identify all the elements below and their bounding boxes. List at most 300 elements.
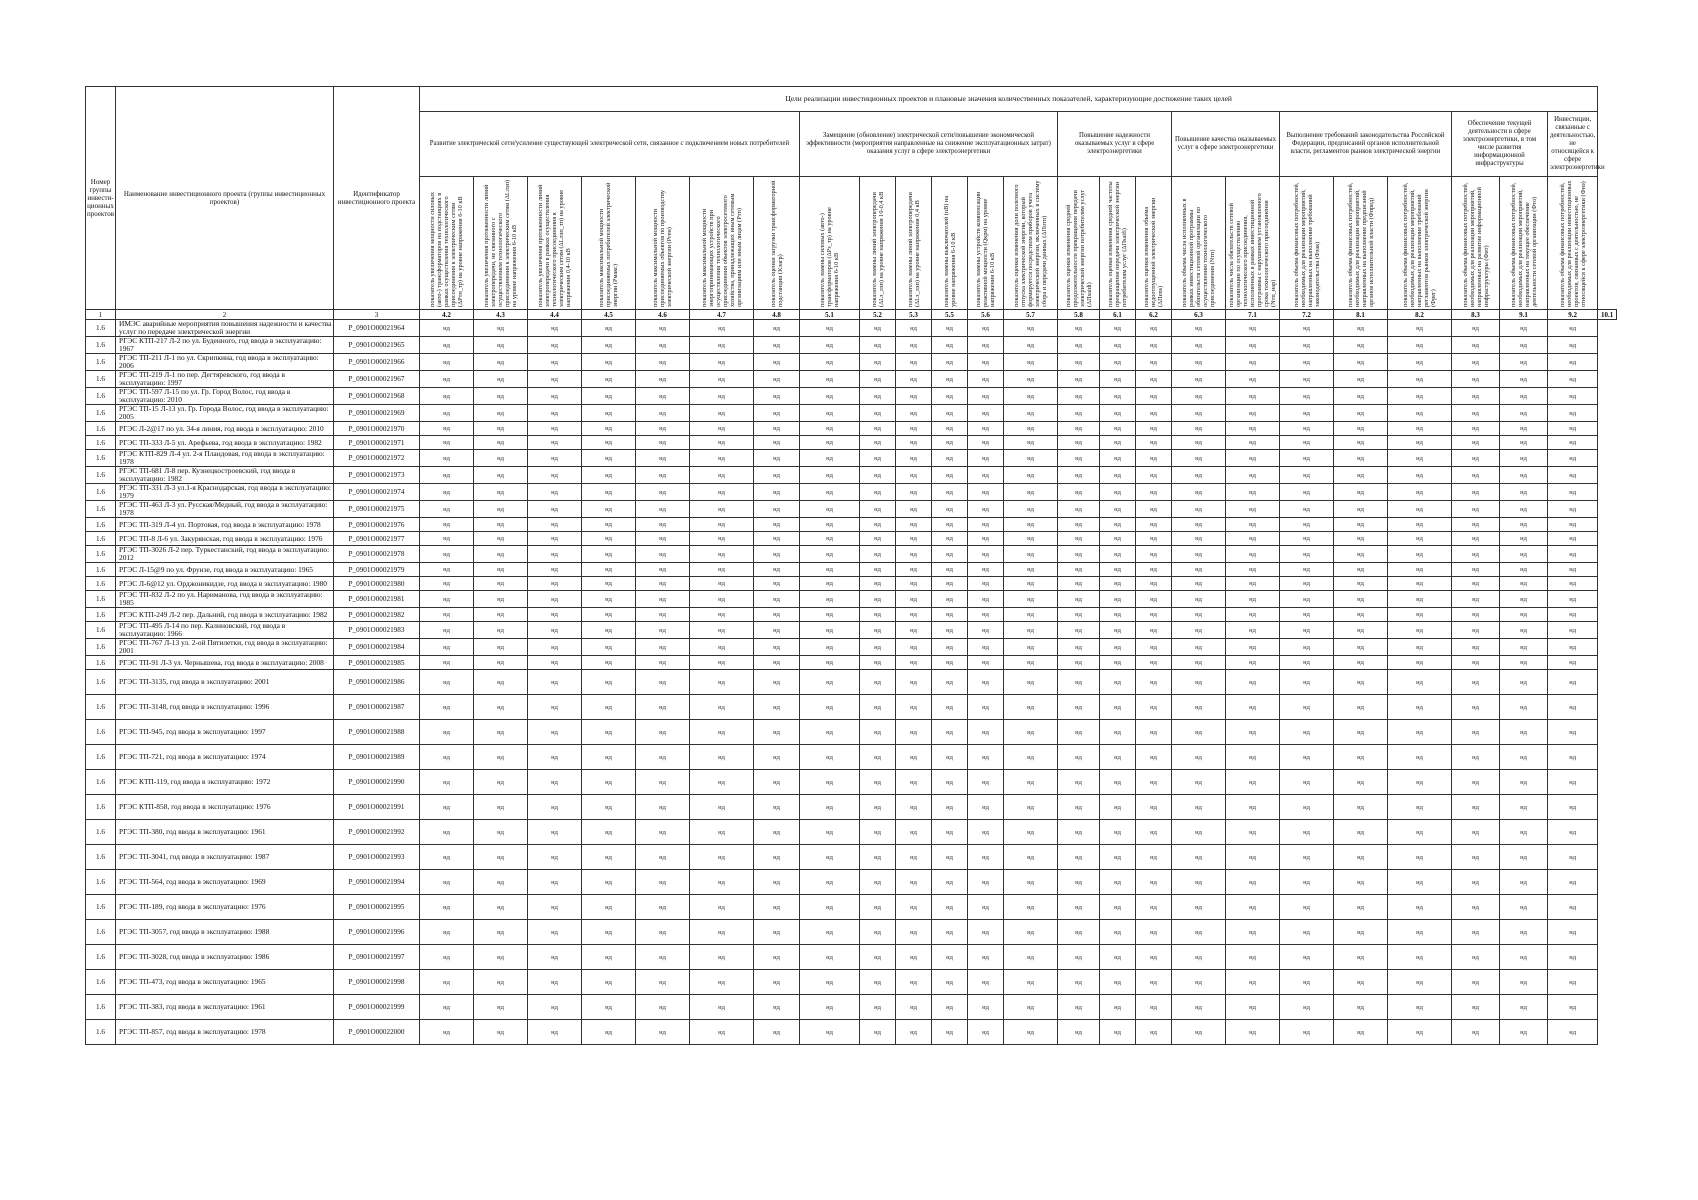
indicator-value-cell: нд xyxy=(474,745,528,770)
indicator-value-cell: нд xyxy=(636,845,690,870)
indicator-value-cell: нд xyxy=(1226,920,1280,945)
indicator-value-cell: нд xyxy=(860,870,896,895)
indicator-value-cell: нд xyxy=(1388,1020,1452,1045)
indicator-value-cell: нд xyxy=(1226,1020,1280,1045)
indicator-value-cell: нд xyxy=(1172,845,1226,870)
indicator-value-cell: нд xyxy=(1058,720,1100,745)
project-id-cell: P_0901О00021997 xyxy=(334,945,420,970)
indicator-value-cell: нд xyxy=(1548,467,1598,484)
indicator-value-cell: нд xyxy=(754,546,800,563)
indicator-value-cell: нд xyxy=(1058,436,1100,450)
indicator-value-cell: нд xyxy=(1280,656,1334,670)
indicator-value-cell: нд xyxy=(968,845,1004,870)
indicator-value-cell: нд xyxy=(754,501,800,518)
indicator-value-cell: нд xyxy=(968,354,1004,371)
indicator-value-cell: нд xyxy=(896,484,932,501)
indicator-value-cell: нд xyxy=(636,405,690,422)
indicator-value-cell: нд xyxy=(1172,405,1226,422)
indicator-value-cell: нд xyxy=(528,405,582,422)
indicator-value-cell: нд xyxy=(1548,820,1598,845)
indicator-value-cell: нд xyxy=(1058,970,1100,995)
indicator-value-cell: нд xyxy=(528,895,582,920)
indicator-value-cell: нд xyxy=(690,608,754,622)
indicator-value-cell: нд xyxy=(420,820,474,845)
project-id-cell: P_0901О00021994 xyxy=(334,870,420,895)
indicator-value-cell: нд xyxy=(800,563,860,577)
indicator-value-cell: нд xyxy=(1500,720,1548,745)
indicator-value-cell: нд xyxy=(968,920,1004,945)
indicator-value-cell: нд xyxy=(690,371,754,388)
project-id-cell: P_0901О00021969 xyxy=(334,405,420,422)
indicator-value-cell: нд xyxy=(754,920,800,945)
column-number: 9.1 xyxy=(1500,310,1548,320)
indicator-value-cell: нд xyxy=(1500,670,1548,695)
indicator-value-cell: нд xyxy=(896,995,932,1020)
indicator-value-cell: нд xyxy=(420,354,474,371)
indicator-value-cell: нд xyxy=(1058,577,1100,591)
indicator-value-cell: нд xyxy=(636,518,690,532)
group-number-cell: 1.6 xyxy=(86,577,116,591)
indicator-value-cell: нд xyxy=(1334,608,1388,622)
indicator-header xyxy=(1334,177,1388,310)
indicator-value-cell: нд xyxy=(582,591,636,608)
indicator-value-cell: нд xyxy=(1280,388,1334,405)
indicator-value-cell: нд xyxy=(474,320,528,337)
indicator-value-cell: нд xyxy=(1058,320,1100,337)
indicator-value-cell: нд xyxy=(968,770,1004,795)
indicator-value-cell: нд xyxy=(1058,337,1100,354)
indicator-value-cell: нд xyxy=(968,795,1004,820)
indicator-value-cell: нд xyxy=(1500,639,1548,656)
project-id-cell: P_0901О00021995 xyxy=(334,895,420,920)
group-number-cell: 1.6 xyxy=(86,354,116,371)
indicator-header xyxy=(690,177,754,310)
indicator-value-cell: нд xyxy=(1548,532,1598,546)
indicator-value-cell: нд xyxy=(860,501,896,518)
group-number-cell: 1.6 xyxy=(86,467,116,484)
project-id-cell: P_0901О00021966 xyxy=(334,354,420,371)
group-number-cell: 1.6 xyxy=(86,770,116,795)
indicator-value-cell: нд xyxy=(968,577,1004,591)
indicator-value-cell: нд xyxy=(528,970,582,995)
indicator-value-cell: нд xyxy=(690,622,754,639)
group-number-cell: 1.6 xyxy=(86,388,116,405)
goal-group-replacement: Замещение (обновление) электрической сети/повышение экономической эффективности (мероприятия направленные на снижение эксплуатационных затрат) оказания услуг в сфере электроэнергетики xyxy=(800,112,1058,177)
indicator-value-cell: нд xyxy=(1226,745,1280,770)
indicator-value-cell: нд xyxy=(528,622,582,639)
project-id-cell: P_0901О00021964 xyxy=(334,320,420,337)
indicator-value-cell: нд xyxy=(800,670,860,695)
indicator-value-cell: нд xyxy=(1452,436,1500,450)
indicator-value-cell: нд xyxy=(754,422,800,436)
indicator-value-cell: нд xyxy=(800,337,860,354)
indicator-value-cell: нд xyxy=(932,770,968,795)
indicator-value-cell: нд xyxy=(1172,546,1226,563)
indicator-value-cell: нд xyxy=(1334,436,1388,450)
indicator-value-cell: нд xyxy=(1388,337,1452,354)
indicator-value-cell: нд xyxy=(690,388,754,405)
indicator-value-cell: нд xyxy=(690,320,754,337)
indicator-value-cell: нд xyxy=(860,388,896,405)
column-number: 8.2 xyxy=(1388,310,1452,320)
indicator-value-cell: нд xyxy=(1334,670,1388,695)
indicator-value-cell: нд xyxy=(582,995,636,1020)
indicator-value-cell: нд xyxy=(1226,945,1280,970)
project-id-cell: P_0901О00021974 xyxy=(334,484,420,501)
indicator-value-cell: нд xyxy=(1548,845,1598,870)
indicator-value-cell: нд xyxy=(582,920,636,945)
indicator-value-cell: нд xyxy=(800,371,860,388)
indicator-value-cell: нд xyxy=(1500,577,1548,591)
indicator-value-cell: нд xyxy=(896,945,932,970)
project-name-cell: РГЭС КТП-249 Л-2 пер. Дальний, год ввода в эксплуатацию: 1982 xyxy=(116,608,334,622)
column-number: 8.3 xyxy=(1452,310,1500,320)
project-id-cell: P_0901О00021987 xyxy=(334,695,420,720)
group-number-cell: 1.6 xyxy=(86,608,116,622)
indicator-value-cell: нд xyxy=(932,695,968,720)
indicator-value-cell: нд xyxy=(1058,845,1100,870)
indicator-value-cell: нд xyxy=(474,337,528,354)
indicator-value-cell: нд xyxy=(474,405,528,422)
indicator-value-cell: нд xyxy=(860,405,896,422)
indicator-value-cell: нд xyxy=(896,656,932,670)
indicator-value-cell: нд xyxy=(1172,337,1226,354)
indicator-value-cell: нд xyxy=(690,670,754,695)
indicator-value-cell: нд xyxy=(1172,450,1226,467)
indicator-value-cell: нд xyxy=(1172,577,1226,591)
column-number: 4.7 xyxy=(690,310,754,320)
indicator-value-cell: нд xyxy=(582,770,636,795)
indicator-value-cell: нд xyxy=(1548,920,1598,945)
indicator-value-cell: нд xyxy=(896,870,932,895)
indicator-value-cell: нд xyxy=(1226,422,1280,436)
project-id-cell: P_0901О00021979 xyxy=(334,563,420,577)
indicator-value-cell: нд xyxy=(1334,1020,1388,1045)
indicator-value-cell: нд xyxy=(968,970,1004,995)
indicator-value-cell: нд xyxy=(420,995,474,1020)
indicator-value-cell: нд xyxy=(754,820,800,845)
indicator-value-cell: нд xyxy=(754,484,800,501)
header-group-no: Номер группы инвести-ционных проектов xyxy=(86,87,116,310)
indicator-value-cell: нд xyxy=(420,639,474,656)
indicator-value-cell: нд xyxy=(636,639,690,656)
indicator-value-cell: нд xyxy=(1280,745,1334,770)
table-row xyxy=(86,695,1617,720)
column-number: 5.8 xyxy=(1058,310,1100,320)
indicator-value-cell: нд xyxy=(1172,995,1226,1020)
indicator-value-cell: нд xyxy=(1334,563,1388,577)
indicator-value-cell: нд xyxy=(800,532,860,546)
indicator-value-cell: нд xyxy=(1334,450,1388,467)
indicator-value-cell: нд xyxy=(896,467,932,484)
indicator-value-cell: нд xyxy=(420,745,474,770)
indicator-value-cell: нд xyxy=(420,622,474,639)
indicator-value-cell: нд xyxy=(1388,484,1452,501)
indicator-value-cell: нд xyxy=(896,320,932,337)
indicator-value-cell: нд xyxy=(1172,920,1226,945)
table-row xyxy=(86,467,1617,484)
indicator-value-cell: нд xyxy=(1058,1020,1100,1045)
indicator-value-cell: нд xyxy=(474,591,528,608)
indicator-value-cell: нд xyxy=(420,501,474,518)
indicator-value-cell: нд xyxy=(968,388,1004,405)
indicator-value-cell: нд xyxy=(754,354,800,371)
indicator-value-cell: нд xyxy=(1058,745,1100,770)
indicator-value-cell: нд xyxy=(1004,745,1058,770)
indicator-value-cell: нд xyxy=(860,518,896,532)
indicator-value-cell: нд xyxy=(1280,371,1334,388)
project-name-cell: РГЭС ТП-3135, год ввода в эксплуатацию: 2001 xyxy=(116,670,334,695)
indicator-value-cell: нд xyxy=(1226,895,1280,920)
indicator-value-cell: нд xyxy=(1136,870,1172,895)
group-number-cell: 1.6 xyxy=(86,945,116,970)
indicator-value-cell: нд xyxy=(1388,622,1452,639)
indicator-value-cell: нд xyxy=(1452,970,1500,995)
indicator-value-cell: нд xyxy=(1004,546,1058,563)
project-name-cell: РГЭС ТП-564, год ввода в эксплуатацию: 1969 xyxy=(116,870,334,895)
indicator-value-cell: нд xyxy=(1388,770,1452,795)
indicator-value-cell: нд xyxy=(932,656,968,670)
indicator-value-cell: нд xyxy=(1388,670,1452,695)
indicator-value-cell: нд xyxy=(1100,1020,1136,1045)
project-id-cell: P_0901О00021999 xyxy=(334,995,420,1020)
project-id-cell: P_0901О00021981 xyxy=(334,591,420,608)
indicator-value-cell: нд xyxy=(474,770,528,795)
column-number: 1 xyxy=(86,310,116,320)
indicator-value-cell: нд xyxy=(690,484,754,501)
indicator-value-cell: нд xyxy=(754,608,800,622)
indicator-value-cell: нд xyxy=(1136,337,1172,354)
indicator-value-cell: нд xyxy=(932,795,968,820)
indicator-value-cell: нд xyxy=(968,450,1004,467)
indicator-header xyxy=(896,177,932,310)
indicator-value-cell: нд xyxy=(1452,591,1500,608)
indicator-value-cell: нд xyxy=(1004,450,1058,467)
table-row xyxy=(86,577,1617,591)
indicator-value-cell: нд xyxy=(1004,895,1058,920)
indicator-value-cell: нд xyxy=(1100,670,1136,695)
indicator-value-cell: нд xyxy=(1334,656,1388,670)
indicator-value-cell: нд xyxy=(474,501,528,518)
indicator-value-cell: нд xyxy=(636,695,690,720)
indicator-value-cell: нд xyxy=(1004,870,1058,895)
indicator-value-cell: нд xyxy=(896,436,932,450)
indicator-value-cell: нд xyxy=(754,639,800,656)
group-number-cell: 1.6 xyxy=(86,995,116,1020)
indicator-value-cell: нд xyxy=(932,995,968,1020)
indicator-value-cell: нд xyxy=(1452,405,1500,422)
indicator-value-cell: нд xyxy=(420,920,474,945)
indicator-value-cell: нд xyxy=(582,608,636,622)
indicator-value-cell: нд xyxy=(1136,720,1172,745)
indicator-value-cell: нд xyxy=(1280,970,1334,995)
indicator-value-cell: нд xyxy=(1280,720,1334,745)
indicator-value-cell: нд xyxy=(1280,945,1334,970)
indicator-value-cell: нд xyxy=(1280,622,1334,639)
indicator-value-cell: нд xyxy=(1334,337,1388,354)
table-row xyxy=(86,870,1617,895)
indicator-value-cell: нд xyxy=(690,795,754,820)
indicator-value-cell: нд xyxy=(420,591,474,608)
project-name-cell: РГЭС ТП-945, год ввода в эксплуатацию: 1997 xyxy=(116,720,334,745)
indicator-header xyxy=(754,177,800,310)
indicator-value-cell: нд xyxy=(1172,1020,1226,1045)
table-row xyxy=(86,436,1617,450)
indicator-value-cell: нд xyxy=(582,577,636,591)
indicator-value-cell: нд xyxy=(1004,532,1058,546)
indicator-value-cell: нд xyxy=(1280,920,1334,945)
indicator-value-cell: нд xyxy=(932,436,968,450)
indicator-value-cell: нд xyxy=(932,608,968,622)
project-name-cell: РГЭС ТП-331 Л-3 ул.1-я Краснодарская, год ввода в эксплуатацию: 1979 xyxy=(116,484,334,501)
indicator-value-cell: нд xyxy=(1500,518,1548,532)
indicator-value-cell: нд xyxy=(1500,501,1548,518)
indicator-value-cell: нд xyxy=(860,1020,896,1045)
indicator-value-cell: нд xyxy=(1226,467,1280,484)
indicator-value-cell: нд xyxy=(690,695,754,720)
indicator-value-cell: нд xyxy=(754,795,800,820)
indicator-value-cell: нд xyxy=(582,320,636,337)
indicator-value-cell: нд xyxy=(860,337,896,354)
indicator-value-cell: нд xyxy=(1004,337,1058,354)
indicator-value-cell: нд xyxy=(754,695,800,720)
indicator-value-cell: нд xyxy=(1226,622,1280,639)
group-number-cell: 1.6 xyxy=(86,1020,116,1045)
indicator-value-cell: нд xyxy=(1388,995,1452,1020)
indicator-value-cell: нд xyxy=(474,546,528,563)
table-row xyxy=(86,920,1617,945)
indicator-header xyxy=(1172,177,1226,310)
indicator-value-cell: нд xyxy=(1388,371,1452,388)
indicator-value-cell: нд xyxy=(1004,354,1058,371)
indicator-value-cell: нд xyxy=(636,656,690,670)
indicator-value-cell: нд xyxy=(420,405,474,422)
indicator-header xyxy=(1452,177,1500,310)
indicator-value-cell: нд xyxy=(420,518,474,532)
indicator-value-cell: нд xyxy=(1548,770,1598,795)
indicator-value-cell: нд xyxy=(800,1020,860,1045)
group-number-cell: 1.6 xyxy=(86,405,116,422)
indicator-value-cell: нд xyxy=(1136,639,1172,656)
group-number-cell: 1.6 xyxy=(86,501,116,518)
indicator-value-cell: нд xyxy=(420,546,474,563)
indicator-value-cell: нд xyxy=(690,337,754,354)
group-number-cell: 1.6 xyxy=(86,656,116,670)
indicator-value-cell: нд xyxy=(1136,995,1172,1020)
indicator-value-cell: нд xyxy=(1172,820,1226,845)
group-number-cell: 1.6 xyxy=(86,320,116,337)
indicator-value-cell: нд xyxy=(528,720,582,745)
indicator-value-cell: нд xyxy=(1452,820,1500,845)
indicator-value-cell: нд xyxy=(582,795,636,820)
indicator-value-cell: нд xyxy=(860,795,896,820)
table-row xyxy=(86,405,1617,422)
indicator-value-cell: нд xyxy=(1004,563,1058,577)
indicator-value-cell: нд xyxy=(636,591,690,608)
indicator-value-cell: нд xyxy=(1334,920,1388,945)
indicator-value-cell: нд xyxy=(1004,720,1058,745)
indicator-value-cell: нд xyxy=(420,320,474,337)
indicator-value-cell: нд xyxy=(754,450,800,467)
indicator-value-cell: нд xyxy=(636,371,690,388)
indicator-value-cell: нд xyxy=(1226,337,1280,354)
indicator-value-cell: нд xyxy=(1004,484,1058,501)
indicator-value-cell: нд xyxy=(1548,656,1598,670)
indicator-value-cell: нд xyxy=(968,656,1004,670)
indicator-value-cell: нд xyxy=(1004,845,1058,870)
indicator-value-cell: нд xyxy=(1136,371,1172,388)
table-row xyxy=(86,895,1617,920)
indicator-value-cell: нд xyxy=(528,1020,582,1045)
indicator-value-cell: нд xyxy=(860,845,896,870)
indicator-value-cell: нд xyxy=(1452,845,1500,870)
indicator-value-cell: нд xyxy=(860,422,896,436)
indicator-value-cell: нд xyxy=(528,795,582,820)
indicator-value-cell: нд xyxy=(1500,870,1548,895)
indicator-value-cell: нд xyxy=(1452,450,1500,467)
indicator-value-cell: нд xyxy=(420,563,474,577)
indicator-value-cell: нд xyxy=(1388,354,1452,371)
indicator-value-cell: нд xyxy=(968,436,1004,450)
indicator-value-cell: нд xyxy=(754,720,800,745)
indicator-value-cell: нд xyxy=(582,945,636,970)
group-number-cell: 1.6 xyxy=(86,870,116,895)
indicator-value-cell: нд xyxy=(1548,870,1598,895)
indicator-value-cell: нд xyxy=(754,532,800,546)
indicator-value-cell: нд xyxy=(1388,870,1452,895)
column-number: 7.1 xyxy=(1226,310,1280,320)
indicator-value-cell: нд xyxy=(1280,639,1334,656)
indicator-value-cell: нд xyxy=(420,695,474,720)
indicator-value-cell: нд xyxy=(968,995,1004,1020)
indicator-value-cell: нд xyxy=(420,1020,474,1045)
indicator-value-cell: нд xyxy=(690,546,754,563)
indicator-value-cell: нд xyxy=(800,608,860,622)
table-row xyxy=(86,820,1617,845)
indicator-value-cell: нд xyxy=(1452,484,1500,501)
indicator-value-cell: нд xyxy=(690,720,754,745)
indicator-value-cell: нд xyxy=(1280,422,1334,436)
table-row xyxy=(86,770,1617,795)
group-number-cell: 1.6 xyxy=(86,371,116,388)
indicator-value-cell: нд xyxy=(1334,720,1388,745)
indicator-value-cell: нд xyxy=(860,970,896,995)
group-number-cell: 1.6 xyxy=(86,450,116,467)
indicator-value-cell: нд xyxy=(420,436,474,450)
indicator-value-cell: нд xyxy=(1100,388,1136,405)
indicator-value-cell: нд xyxy=(1388,422,1452,436)
table-row xyxy=(86,532,1617,546)
indicator-value-cell: нд xyxy=(1226,546,1280,563)
column-number: 9.2 xyxy=(1548,310,1598,320)
indicator-value-cell: нд xyxy=(932,970,968,995)
indicator-value-cell: нд xyxy=(1226,518,1280,532)
indicator-value-cell: нд xyxy=(474,845,528,870)
indicator-value-cell: нд xyxy=(1280,467,1334,484)
indicator-value-cell: нд xyxy=(1004,422,1058,436)
investment-indicators-sheet xyxy=(85,86,1617,1045)
indicator-value-cell: нд xyxy=(968,670,1004,695)
indicator-value-cell: нд xyxy=(1004,920,1058,945)
table-row xyxy=(86,970,1617,995)
indicator-value-cell: нд xyxy=(1136,405,1172,422)
indicator-value-cell: нд xyxy=(474,920,528,945)
group-number-cell: 1.6 xyxy=(86,532,116,546)
indicator-value-cell: нд xyxy=(1500,1020,1548,1045)
indicator-value-cell: нд xyxy=(690,532,754,546)
indicator-value-cell: нд xyxy=(528,546,582,563)
indicator-value-cell: нд xyxy=(582,695,636,720)
